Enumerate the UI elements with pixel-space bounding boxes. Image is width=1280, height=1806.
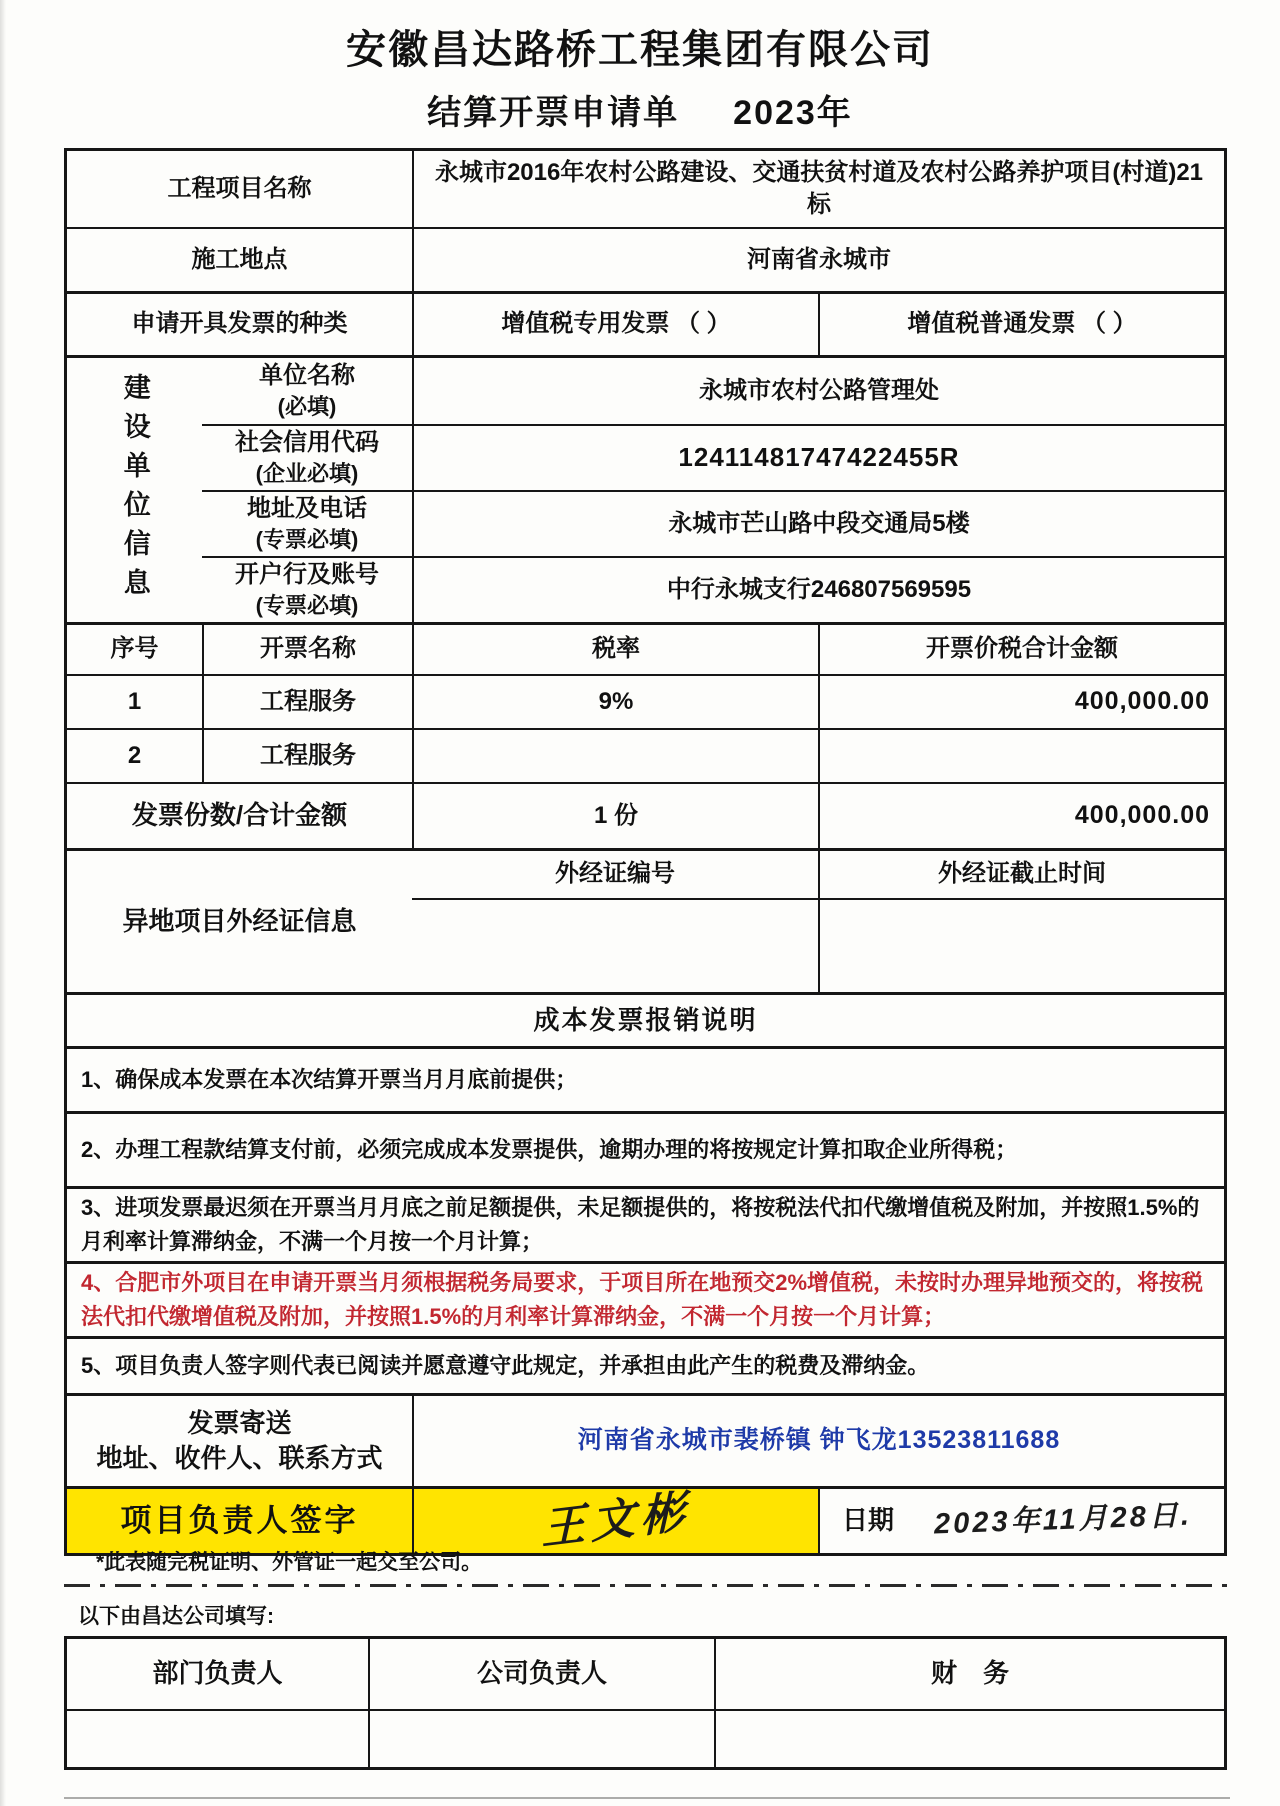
- note-1: 1、确保成本发票在本次结算开票当月月底前提供；: [81, 1066, 578, 1092]
- site-label: 施工地点: [191, 245, 288, 273]
- waijing-end-value: [818, 900, 1224, 992]
- finance-header: 财 务: [714, 1639, 1224, 1709]
- form-title: [0, 18, 1280, 134]
- note-row-3: [67, 1186, 1224, 1261]
- note-5: 5、项目负责人签字则代表已阅读并愿意遵守此规定，并承担由此产生的税费及滞纳金。: [81, 1352, 930, 1378]
- signature-row: [67, 1486, 1224, 1553]
- project-name-row: [67, 151, 1224, 227]
- builder-row-address: [202, 490, 1224, 556]
- note-row-4: [67, 1261, 1224, 1336]
- item1-name: 工程服务: [202, 676, 412, 728]
- date-cell: [818, 1489, 1224, 1553]
- invoice-type-general: 增值税普通发票 （ ）: [818, 294, 1224, 355]
- note-row-2: [67, 1111, 1224, 1186]
- item-row-2: [67, 728, 1224, 782]
- items-header-rate: 税率: [412, 625, 818, 674]
- builder-credit-value: 12411481747422455R: [412, 426, 1224, 490]
- signature-label: 项目负责人签字: [67, 1489, 412, 1553]
- builder-bank-value: 中行永城支行246807569595: [412, 558, 1224, 622]
- footnote: *此表随完税证明、外管证一起交至公司。: [96, 1551, 483, 1574]
- finance-cell: [714, 1711, 1224, 1767]
- item-row-1: [67, 674, 1224, 728]
- item1-amount: 400,000.00: [818, 676, 1224, 728]
- builder-name-label: 单位名称 (必填): [259, 361, 355, 420]
- builder-address-value: 永城市芒山路中段交通局5楼: [412, 492, 1224, 556]
- scan-edge-artifact: [64, 1797, 1230, 1799]
- signature-cell: [412, 1489, 818, 1553]
- summary-amount: 400,000.00: [818, 784, 1224, 848]
- form-name: 结算开票申请单: [427, 94, 680, 132]
- approval-empty-row: [67, 1709, 1224, 1767]
- delivery-label: 发票寄送 地址、收件人、联系方式: [96, 1407, 383, 1473]
- form-name-line: [0, 85, 1280, 134]
- builder-row-credit-code: [202, 424, 1224, 490]
- waijing-no-header: 外经证编号: [555, 860, 675, 888]
- waijing-label: 异地项目外经证信息: [122, 905, 357, 936]
- company-head-cell: [368, 1711, 714, 1767]
- notes-title: 成本发票报销说明: [533, 1004, 758, 1035]
- site-row: [67, 227, 1224, 291]
- builder-name-value: 永城市农村公路管理处: [412, 358, 1224, 424]
- items-header-row: [67, 622, 1224, 674]
- item2-name: 工程服务: [202, 730, 412, 782]
- note-4-warning: 4、合肥市外项目在申请开票当月须根据税务局要求，于项目所在地预交2%增值税，未按时办理异地预交的，将按税法代扣代缴增值税及附加，并按照1.5%的月利率计算滞纳金，不满一个月按一个月计算；: [81, 1269, 1204, 1329]
- approval-header-row: [67, 1639, 1224, 1709]
- item1-no: 1: [127, 687, 142, 715]
- waijing-end-header: 外经证截止时间: [818, 851, 1224, 898]
- company-approval-table: [64, 1636, 1227, 1770]
- builder-credit-label: 社会信用代码 (企业必填): [235, 428, 379, 487]
- builder-rows: [202, 358, 1224, 622]
- waijing-header-row: [412, 851, 1224, 898]
- invoice-type-label: 申请开具发票的种类: [131, 310, 348, 338]
- project-name-label: 工程项目名称: [167, 174, 312, 202]
- waijing-no-value: [412, 900, 818, 992]
- handwritten-signature: 王文彬: [541, 1487, 691, 1555]
- project-name-value: 永城市2016年农村公路建设、交通扶贫村道及农村公路养护项目(村道)21标: [412, 151, 1224, 227]
- item2-rate: [412, 730, 818, 782]
- note-3: 3、进项发票最迟须在开票当月月底之前足额提供，未足额提供的，将按税法代扣代缴增值税及附加，并按照1.5%的月利率计算滞纳金，不满一个月按一个月计算；: [81, 1194, 1200, 1254]
- invoice-type-row: [67, 291, 1224, 355]
- item2-no: 2: [127, 741, 142, 769]
- date-label: 日期: [842, 1505, 895, 1536]
- summary-count: 1 份: [412, 784, 818, 848]
- items-header-name: 开票名称: [202, 625, 412, 674]
- builder-row-bank: [202, 556, 1224, 622]
- items-header-no: 序号: [110, 635, 159, 663]
- dept-head-cell: [67, 1711, 368, 1767]
- note-row-5: [67, 1336, 1224, 1393]
- dept-head-header: 部门负责人: [152, 1658, 283, 1689]
- waijing-empty-row: [412, 898, 1224, 992]
- note-2: 2、办理工程款结算支付前，必须完成成本发票提供，逾期办理的将按规定计算扣取企业所得税；: [81, 1136, 1018, 1162]
- handwritten-date: 2023年11月28日.: [933, 1499, 1193, 1541]
- item1-rate: 9%: [412, 676, 818, 728]
- dash-dot-divider: [64, 1584, 1230, 1587]
- builder-info-section: [67, 355, 1224, 622]
- items-header-amount: 开票价税合计金额: [818, 625, 1224, 674]
- waijing-section: [67, 848, 1224, 992]
- site-value: 河南省永城市: [412, 229, 1224, 291]
- company-fill-hint: 以下由昌达公司填写:: [78, 1605, 274, 1628]
- waijing-right: [412, 851, 1224, 992]
- main-form-table: [64, 148, 1227, 1556]
- delivery-row: [67, 1393, 1224, 1486]
- builder-row-name: [202, 358, 1224, 424]
- builder-side-label: 建设单位信息: [119, 373, 150, 607]
- summary-label: 发票份数/合计金额: [131, 800, 348, 831]
- summary-row: [67, 782, 1224, 848]
- form-year: 2023年: [733, 94, 853, 132]
- builder-bank-label: 开户行及账号 (专票必填): [235, 560, 379, 619]
- company-name: 安徽昌达路桥工程集团有限公司: [346, 28, 934, 72]
- note-row-1: [67, 1046, 1224, 1111]
- company-head-header: 公司负责人: [368, 1639, 714, 1709]
- notes-title-row: [67, 992, 1224, 1046]
- builder-address-label: 地址及电话 (专票必填): [247, 494, 367, 553]
- delivery-value: 河南省永城市裴桥镇 钟飞龙13523811688: [412, 1396, 1224, 1486]
- invoice-type-special: 增值税专用发票 （ ）: [412, 294, 818, 355]
- item2-amount: [818, 730, 1224, 782]
